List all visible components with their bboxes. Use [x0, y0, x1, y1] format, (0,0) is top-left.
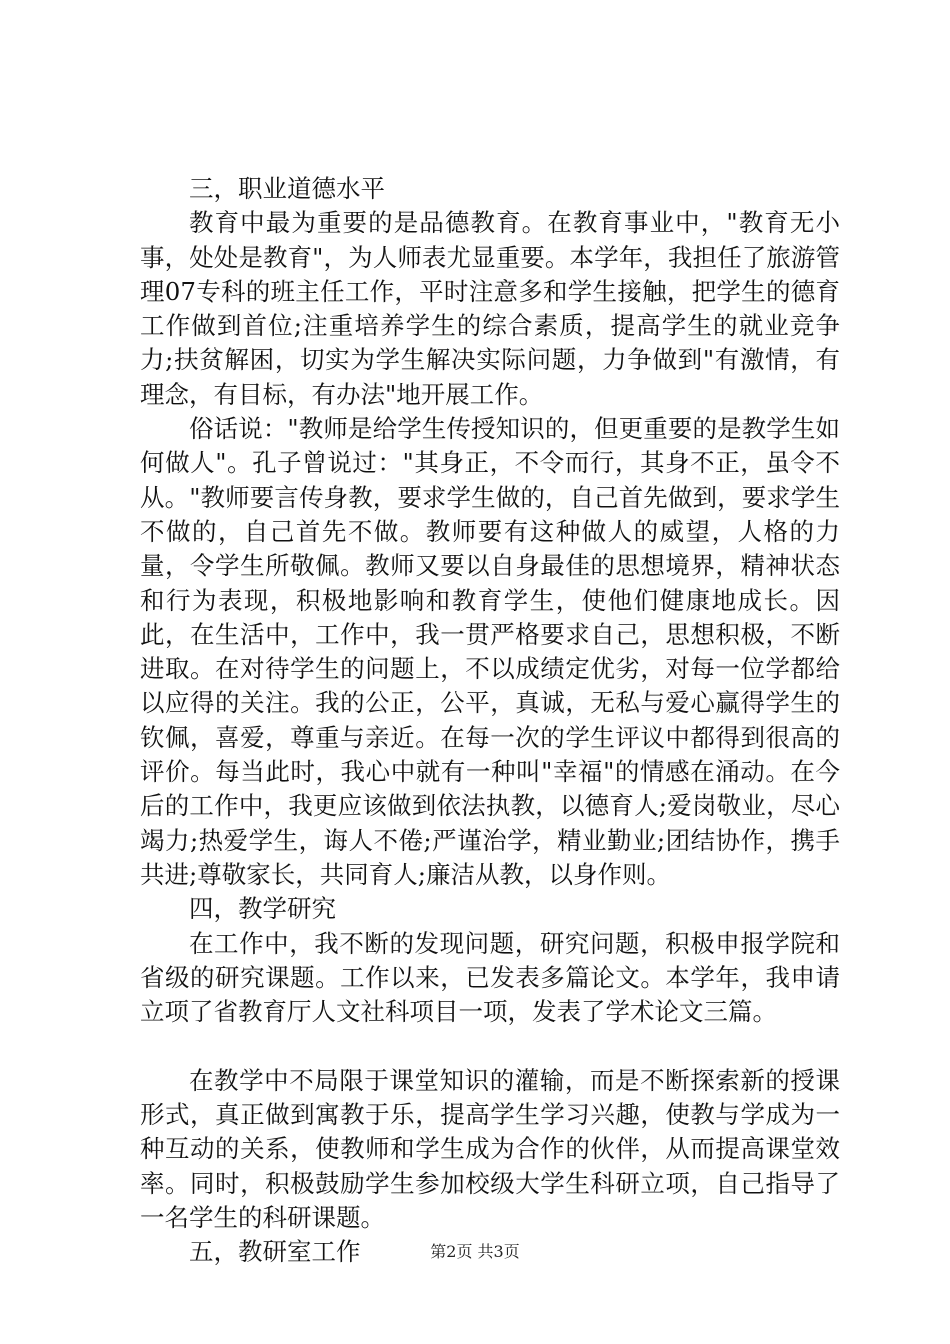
paragraph-teacher-role-model: 俗话说："教师是给学生传授知识的，但更重要的是教学生如何做人"。孔子曾说过："其身正，不令而行，其身不正，虽令不从。"教师要言传身教，要求学生做的，自己首先做到，要求学生不做的，自己首先不做。教师要有这种做人的威望，人格的力量，令学生所敬佩。教师又要以自身最佳的思想境界，精神状态和行为表现，积极地影响和教育学生，使他们健康地成长。因此，在生活中，工作中，我一贯严格要求自己，思想积极，不断进取。在对待学生的问题上，不以成绩定优劣，对每一位学都给以应得的关注。我的公正，公平，真诚，无私与爱心赢得学生的钦佩，喜爱，尊重与亲近。在每一次的学生评议中都得到很高的评价。每当此时，我心中就有一种叫"幸福"的情感在涌动。在今后的工作中，我更应该做到依法执教，以德育人;爱岗敬业，尽心竭力;热爱学生，诲人不倦;严谨治学，精业勤业;团结协作，携手共进;尊敬家长，共同育人;廉洁从教，以身作则。	[140, 414, 840, 889]
section-heading-professional-ethics: 三，职业道德水平	[189, 174, 385, 203]
paragraph-teaching-methods: 在教学中不局限于课堂知识的灌输，而是不断探索新的授课形式，真正做到寓教于乐，提高学生学习兴趣，使教与学成为一种互动的关系，使教师和学生成为合作的伙伴，从而提高课堂效率。同时，积极鼓励学生参加校级大学生科研立项，自己指导了一名学生的科研课题。	[140, 1065, 840, 1232]
paragraph-research-projects: 在工作中，我不断的发现问题，研究问题，积极申报学院和省级的研究课题。工作以来，已发表多篇论文。本学年，我申请立项了省教育厅人文社科项目一项，发表了学术论文三篇。	[140, 928, 840, 1027]
paragraph-moral-education: 教育中最为重要的是品德教育。在教育事业中，"教育无小事，处处是教育"，为人师表尤显重要。本学年，我担任了旅游管理07专科的班主任工作，平时注意多和学生接触，把学生的德育工作做到首位;注重培养学生的综合素质，提高学生的就业竞争力;扶贫解困，切实为学生解决实际问题，力争做到"有激情，有理念，有目标，有办法"地开展工作。	[140, 208, 840, 409]
section-heading-teaching-research: 四，教学研究	[189, 894, 336, 924]
section-heading-teaching-office-work: 五，教研室工作	[189, 1237, 361, 1267]
document-body	[140, 172, 840, 1270]
paragraph-spacer	[140, 1029, 840, 1063]
page-number-footer: 第2页 共3页	[430, 1242, 520, 1261]
